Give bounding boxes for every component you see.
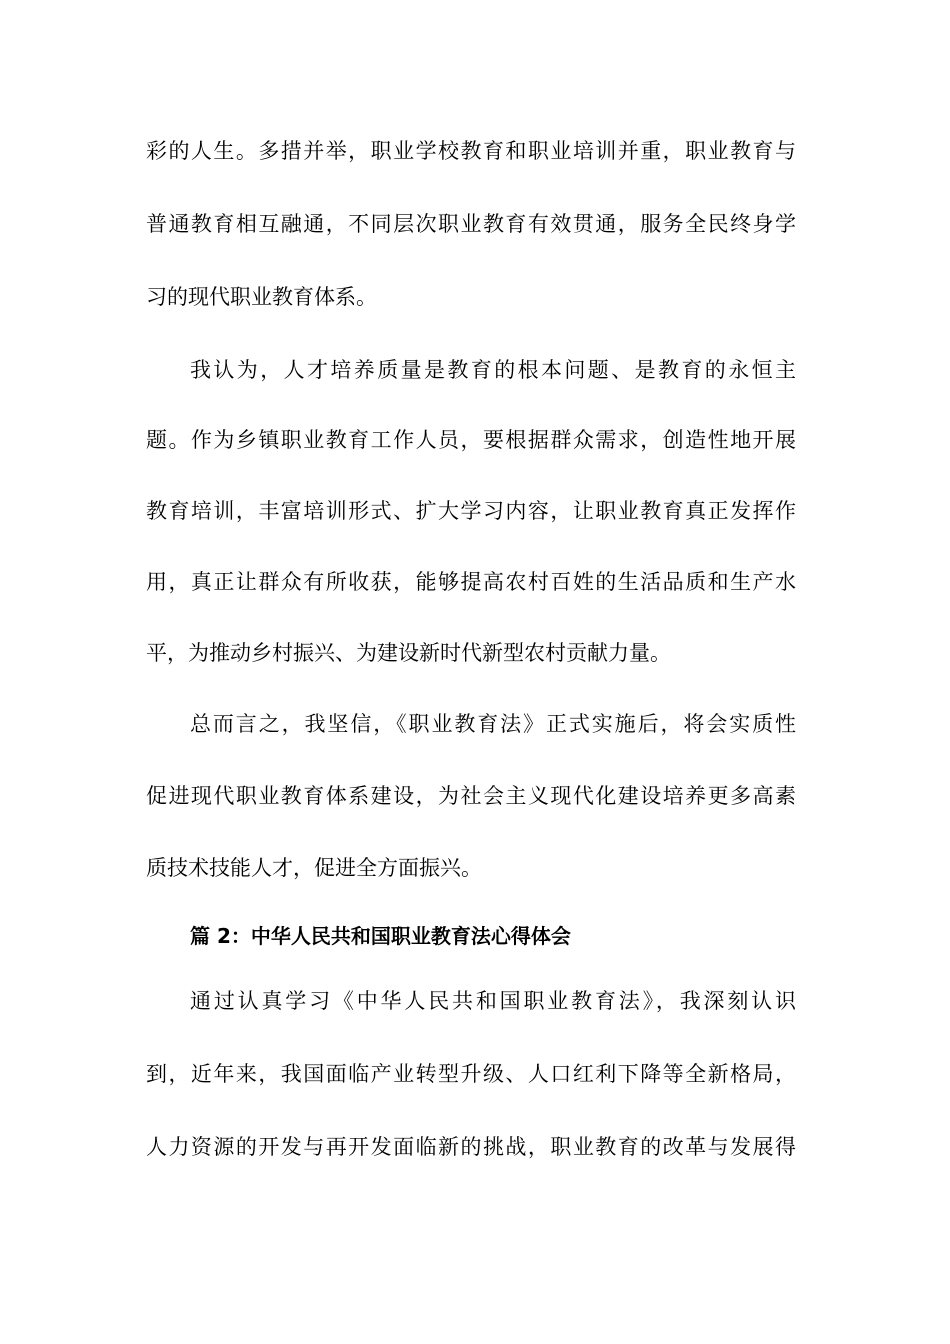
paragraph-line: 促进现代职业教育体系建设，为社会主义现代化建设培养更多高素 <box>146 784 796 808</box>
paragraph-line: 我认为，人才培养质量是教育的根本问题、是教育的永恒主 <box>190 358 796 382</box>
paragraph-line: 习的现代职业教育体系。 <box>146 285 377 309</box>
paragraph-line: 到，近年来，我国面临产业转型升级、人口红利下降等全新格局， <box>146 1062 796 1086</box>
paragraph-line: 教育培训，丰富培训形式、扩大学习内容，让职业教育真正发挥作 <box>146 499 796 523</box>
paragraph-line: 总而言之，我坚信，《职业教育法》正式实施后，将会实质性 <box>190 712 796 736</box>
section-heading: 篇 2：中华人民共和国职业教育法心得体会 <box>190 924 571 948</box>
paragraph-line: 普通教育相互融通，不同层次职业教育有效贯通，服务全民终身学 <box>146 212 796 236</box>
paragraph-line: 人力资源的开发与再开发面临新的挑战，职业教育的改革与发展得 <box>146 1135 796 1159</box>
paragraph-line: 平，为推动乡村振兴、为建设新时代新型农村贡献力量。 <box>146 641 671 665</box>
paragraph-line: 通过认真学习《中华人民共和国职业教育法》，我深刻认识 <box>190 989 796 1013</box>
paragraph-line: 题。作为乡镇职业教育工作人员，要根据群众需求，创造性地开展 <box>146 428 796 452</box>
paragraph-line: 质技术技能人才，促进全方面振兴。 <box>146 856 482 880</box>
paragraph-line: 用，真正让群众有所收获，能够提高农村百姓的生活品质和生产水 <box>146 570 796 594</box>
paragraph-line: 彩的人生。多措并举，职业学校教育和职业培训并重，职业教育与 <box>146 139 796 163</box>
